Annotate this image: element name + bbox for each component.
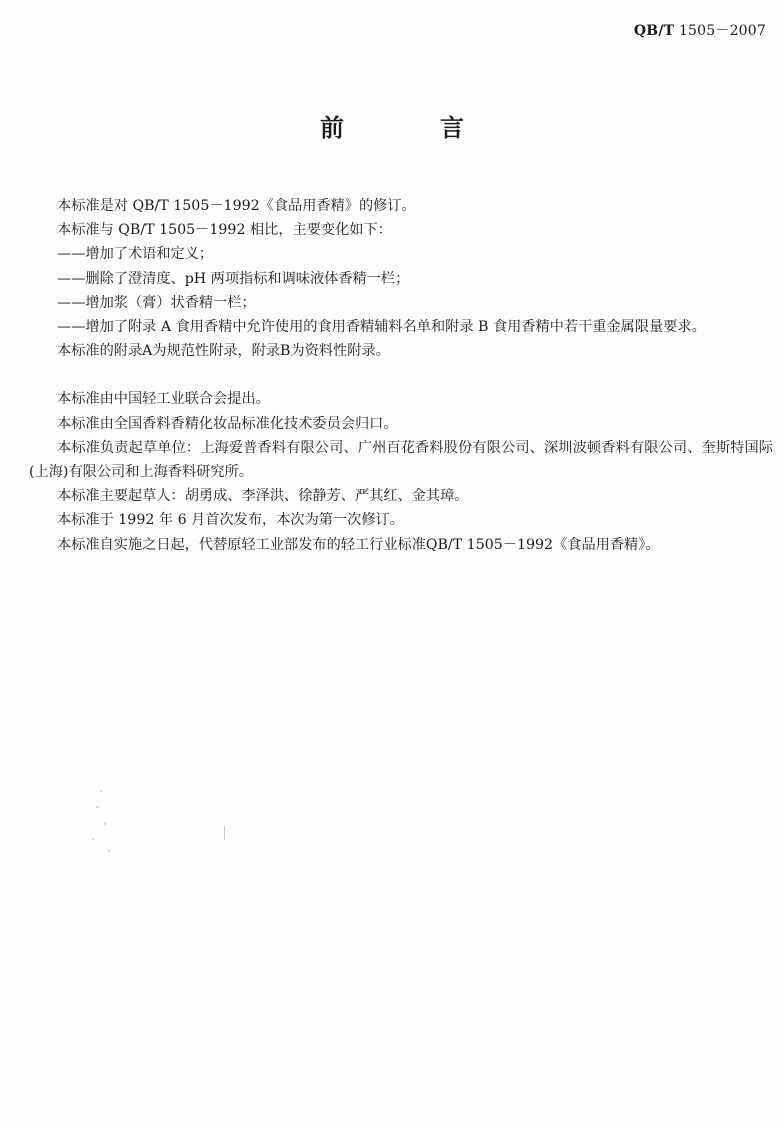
scan-speck (100, 790, 102, 792)
change-item-appendix: ——增加了附录 A 食用香精中允许使用的食用香精辅料名单和附录 B 食用香精中若干重金属限量要求。 (57, 319, 706, 336)
scan-speck (108, 850, 110, 852)
scan-speck (96, 806, 99, 808)
change-item-removed: ——删除了澄清度、pH 两项指标和调味液体香精一栏； (57, 270, 410, 287)
scan-speck (104, 822, 106, 825)
paragraph-revision-of: 本标准是对 QB/T 1505－1992《食品用香精》的修订。 (57, 198, 416, 214)
paragraph-drafters: 本标准主要起草人：胡勇成、李泽洪、徐静芳、严其红、金其璋。 (57, 488, 469, 505)
paragraph-appendix-types: 本标准的附录A为规范性附录，附录B为资料性附录。 (57, 343, 390, 360)
paragraph-main-changes: 本标准与 QB/T 1505－1992 相比，主要变化如下： (57, 222, 392, 239)
foreword-body (29, 194, 773, 557)
paragraph-drafting-units: 本标准负责起草单位：上海爱普香料有限公司、广州百花香料股份有限公司、深圳波顿香料有限公司、奎斯特国际(上海)有限公司和上海香料研究所。 (29, 439, 773, 481)
change-item-terms: ——增加了术语和定义； (57, 246, 214, 263)
standard-code (634, 20, 766, 40)
paragraph-first-issued: 本标准于 1992 年 6 月首次发布，本次为第一次修订。 (57, 512, 404, 529)
paragraph-gap (29, 363, 773, 387)
paragraph-proposed-by: 本标准由中国轻工业联合会提出。 (57, 391, 270, 408)
paragraph-replaces: 本标准自实施之日起，代替原轻工业部发布的轻工行业标准QB/T 1505－1992《食品用香精》。 (57, 536, 660, 553)
page-title: 前 言 (320, 113, 500, 142)
scan-mark (224, 826, 225, 840)
paragraph-centralized-by: 本标准由全国香料香精化妆品标准化技术委员会归口。 (57, 415, 398, 432)
scan-speck (92, 838, 94, 840)
standard-code-prefix: QB/T (633, 23, 675, 39)
change-item-paste: ——增加浆（膏）状香精一栏； (57, 294, 256, 311)
standard-code-number: 1505－2007 (678, 23, 766, 39)
